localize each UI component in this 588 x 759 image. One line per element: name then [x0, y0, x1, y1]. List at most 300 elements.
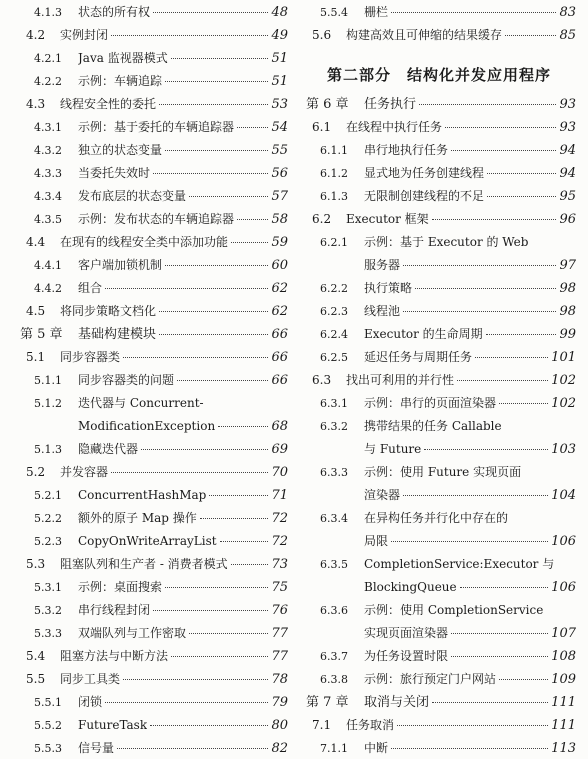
section-number: 6.3: [312, 373, 332, 387]
section-title: 构建高效且可伸缩的结果缓存: [346, 28, 503, 42]
toc-entry[interactable]: [302, 276, 576, 299]
toc-entry[interactable]: [302, 414, 576, 437]
section-title: 在异构任务并行化中存在的: [364, 511, 509, 525]
toc-entry[interactable]: [16, 575, 288, 598]
toc-entry-continuation[interactable]: [302, 253, 576, 276]
page-number: 82: [271, 741, 288, 756]
toc-entry[interactable]: [302, 552, 576, 575]
section-title: CopyOnWriteArrayList: [78, 534, 217, 548]
section-number: 6.2.5: [320, 351, 348, 364]
chapter-entry[interactable]: [302, 92, 576, 115]
page-number: 103: [551, 442, 576, 457]
section-title: 执行策略: [364, 281, 413, 295]
page-number: 53: [271, 97, 288, 112]
toc-entry[interactable]: [16, 69, 288, 92]
section-title: 信号量: [78, 741, 115, 755]
dot-leader: [237, 127, 268, 128]
page-number: 108: [551, 649, 576, 664]
section-number: 6.2.2: [320, 282, 348, 295]
dot-leader: [487, 173, 556, 174]
toc-entry[interactable]: [302, 299, 576, 322]
section-title: 无限制创建线程的不足: [364, 189, 485, 203]
page-number: 99: [559, 327, 576, 342]
section-number: 5.3: [26, 557, 46, 571]
dot-leader: [451, 633, 548, 634]
section-title: 同步工具类: [60, 672, 121, 686]
section-number: 4.3.3: [34, 167, 62, 180]
dot-leader: [432, 702, 548, 703]
dot-leader: [220, 541, 269, 542]
page-number: 58: [271, 212, 288, 227]
section-title: 实例封闭: [60, 28, 109, 42]
toc-entry[interactable]: [16, 529, 288, 552]
dot-leader: [424, 449, 548, 450]
section-title: 实现页面渲染器: [364, 626, 449, 640]
dot-leader: [403, 495, 548, 496]
section-title: 栅栏: [364, 5, 389, 19]
page-number: 78: [271, 672, 288, 687]
page-number: 80: [271, 718, 288, 733]
section-title: 找出可利用的并行性: [346, 373, 455, 387]
toc-entry[interactable]: [16, 667, 288, 690]
page-number: 68: [271, 419, 288, 434]
section-number: 6.3.6: [320, 604, 348, 617]
section-title: 线程安全性的委托: [60, 97, 157, 111]
section-number: 4.3: [26, 97, 46, 111]
toc-entry[interactable]: [16, 690, 288, 713]
section-number: 5.5.4: [320, 6, 348, 19]
dot-leader: [487, 196, 556, 197]
page-number: 109: [551, 672, 576, 687]
page-number: 51: [271, 74, 288, 89]
toc-entry[interactable]: [302, 736, 576, 759]
section-number: 6.1.3: [320, 190, 348, 203]
section-title: 状态的所有权: [78, 5, 151, 19]
section-title: 串行地执行任务: [364, 143, 449, 157]
section-title: 同步容器类: [60, 350, 121, 364]
section-number: 4.3.5: [34, 213, 62, 226]
page-number: 66: [271, 327, 288, 342]
toc-entry[interactable]: [302, 460, 576, 483]
dot-leader: [141, 449, 268, 450]
section-title: 同步容器类的问题: [78, 373, 175, 387]
section-title: FutureTask: [78, 718, 148, 732]
section-title: ModificationException: [78, 419, 216, 433]
page-number: 51: [271, 51, 288, 66]
page-number: 98: [559, 281, 576, 296]
section-title: 阻塞队列和生产者 - 消费者模式: [60, 557, 228, 571]
toc-entry-continuation[interactable]: [302, 437, 576, 460]
page-number: 94: [559, 143, 576, 158]
section-number: 6.2.3: [320, 305, 348, 318]
toc-entry[interactable]: [16, 552, 288, 575]
toc-entry[interactable]: [302, 207, 576, 230]
page-number: 85: [559, 28, 576, 43]
dot-leader: [231, 564, 269, 565]
section-number: 5.2: [26, 465, 46, 479]
dot-leader: [457, 380, 548, 381]
page-number: 102: [551, 396, 576, 411]
section-number: 第 7 章: [306, 695, 349, 710]
toc-entry[interactable]: [302, 506, 576, 529]
toc-entry-continuation[interactable]: [16, 414, 288, 437]
section-number: 6.2.1: [320, 236, 348, 249]
toc-entry[interactable]: [302, 23, 576, 46]
section-number: 4.4: [26, 235, 46, 249]
section-number: 5.5.3: [34, 742, 62, 755]
section-title: 示例：旅行预定门户网站: [364, 672, 497, 686]
section-title: Java 监视器模式: [78, 51, 168, 65]
dot-leader: [200, 518, 269, 519]
section-number: 5.1.3: [34, 443, 62, 456]
section-title: 在现有的线程安全类中添加功能: [60, 235, 229, 249]
section-number: 5.4: [26, 649, 46, 663]
section-number: 6.1.1: [320, 144, 348, 157]
dot-leader: [150, 725, 268, 726]
section-title: ConcurrentHashMap: [78, 488, 207, 502]
section-title: BlockingQueue: [364, 580, 457, 594]
section-title: 取消与关闭: [364, 695, 430, 710]
section-number: 5.3.1: [34, 581, 62, 594]
toc-entry[interactable]: [16, 23, 288, 46]
page-number: 94: [559, 166, 576, 181]
section-number: 6.1.2: [320, 167, 348, 180]
page-number: 111: [551, 695, 576, 710]
dot-leader: [111, 35, 268, 36]
section-number: 4.4.1: [34, 259, 62, 272]
section-number: 6.2.4: [320, 328, 348, 341]
toc-entry[interactable]: [16, 391, 288, 414]
section-title: 并发容器: [60, 465, 109, 479]
toc-entry[interactable]: [16, 713, 288, 736]
section-title: 在线程中执行任务: [346, 120, 443, 134]
dot-leader: [218, 426, 268, 427]
page-number: 49: [271, 28, 288, 43]
toc-entry[interactable]: [16, 207, 288, 230]
page-number: 72: [271, 511, 288, 526]
page-number: 57: [271, 189, 288, 204]
toc-entry[interactable]: [302, 713, 576, 736]
page-number: 48: [271, 5, 288, 20]
section-spacer: [302, 46, 576, 58]
section-title: 迭代器与 Concurrent-: [78, 396, 204, 410]
section-title: 延迟任务与周期任务: [364, 350, 473, 364]
toc-entry[interactable]: [302, 322, 576, 345]
section-title: 基础构建模块: [78, 327, 157, 342]
page-number: 77: [271, 649, 288, 664]
page-number: 111: [551, 718, 576, 733]
dot-leader: [415, 288, 556, 289]
page-number: 77: [271, 626, 288, 641]
page-number: 55: [271, 143, 288, 158]
section-title: 示例：桌面搜索: [78, 580, 163, 594]
page-number: 104: [551, 488, 576, 503]
section-number: 5.2.3: [34, 535, 62, 548]
toc-entry[interactable]: [16, 138, 288, 161]
page-number: 69: [271, 442, 288, 457]
dot-leader: [111, 472, 268, 473]
page-number: 107: [551, 626, 576, 641]
section-number: 4.4.2: [34, 282, 62, 295]
dot-leader: [505, 35, 556, 36]
dot-leader: [403, 265, 556, 266]
dot-leader: [391, 12, 556, 13]
toc-entry[interactable]: [16, 184, 288, 207]
section-title: 显式地为任务创建线程: [364, 166, 485, 180]
section-title: 独立的状态变量: [78, 143, 163, 157]
dot-leader: [165, 265, 268, 266]
page-number: 76: [271, 603, 288, 618]
section-title: 与 Future: [364, 442, 422, 456]
section-title: 隐藏迭代器: [78, 442, 139, 456]
section-number: 5.2.1: [34, 489, 62, 502]
page-number: 75: [271, 580, 288, 595]
section-number: 5.2.2: [34, 512, 62, 525]
toc-entry[interactable]: [302, 345, 576, 368]
page-number: 93: [559, 97, 576, 112]
page-number: 106: [551, 580, 576, 595]
section-number: 4.2.1: [34, 52, 62, 65]
section-number: 6.3.2: [320, 420, 348, 433]
toc-entry[interactable]: [302, 115, 576, 138]
page-number: 66: [271, 373, 288, 388]
dot-leader: [177, 380, 268, 381]
section-title: 任务执行: [364, 97, 417, 112]
toc-entry[interactable]: [16, 46, 288, 69]
dot-leader: [159, 104, 268, 105]
section-title: 示例：使用 Future 实现页面: [364, 465, 522, 479]
section-title: 闭锁: [78, 695, 103, 709]
toc-entry[interactable]: [16, 437, 288, 460]
toc-left-column: [16, 0, 288, 759]
chapter-entry[interactable]: [16, 322, 288, 345]
toc-entry[interactable]: [302, 138, 576, 161]
toc-entry-continuation[interactable]: [302, 621, 576, 644]
dot-leader: [432, 219, 557, 220]
toc-entry-continuation[interactable]: [302, 529, 576, 552]
toc-entry[interactable]: [302, 0, 576, 23]
section-title: 阻塞方法与中断方法: [60, 649, 169, 663]
dot-leader: [231, 242, 268, 243]
dot-leader: [460, 587, 549, 588]
section-number: 4.2: [26, 28, 46, 42]
section-title: 额外的原子 Map 操作: [78, 511, 197, 525]
section-number: 4.1.3: [34, 6, 62, 19]
section-title: 示例：使用 CompletionService: [364, 603, 544, 617]
section-number: 4.5: [26, 304, 46, 318]
section-title: 为任务设置时限: [364, 649, 449, 663]
toc-entry[interactable]: [16, 598, 288, 621]
toc-entry[interactable]: [16, 230, 288, 253]
toc-entry[interactable]: [16, 368, 288, 391]
page-number: 70: [271, 465, 288, 480]
toc-entry[interactable]: [302, 184, 576, 207]
toc-entry[interactable]: [302, 230, 576, 253]
page-number: 95: [559, 189, 576, 204]
dot-leader: [499, 403, 548, 404]
toc-entry[interactable]: [302, 161, 576, 184]
page-number: 59: [271, 235, 288, 250]
section-number: 4.3.1: [34, 121, 62, 134]
dot-leader: [165, 587, 268, 588]
section-title: CompletionService:Executor 与: [364, 557, 555, 571]
toc-entry[interactable]: [302, 391, 576, 414]
section-number: 6.3.8: [320, 673, 348, 686]
section-number: 5.5.2: [34, 719, 62, 732]
dot-leader: [397, 725, 548, 726]
section-title: 示例：车辆追踪: [78, 74, 163, 88]
page-number: 83: [559, 5, 576, 20]
dot-leader: [445, 127, 556, 128]
dot-leader: [159, 334, 268, 335]
page-number: 62: [271, 281, 288, 296]
toc-entry[interactable]: [16, 161, 288, 184]
section-number: 4.2.2: [34, 75, 62, 88]
toc-entry-continuation[interactable]: [302, 575, 576, 598]
section-number: 5.5.1: [34, 696, 62, 709]
section-number: 5.1: [26, 350, 46, 364]
dot-leader: [419, 104, 556, 105]
toc-entry[interactable]: [302, 368, 576, 391]
section-number: 4.3.4: [34, 190, 62, 203]
dot-leader: [391, 748, 548, 749]
section-title: Executor 框架: [346, 212, 429, 226]
toc-entry[interactable]: [16, 345, 288, 368]
toc-entry[interactable]: [16, 115, 288, 138]
section-number: 5.3.2: [34, 604, 62, 617]
dot-leader: [165, 81, 268, 82]
section-title: 任务取消: [346, 718, 395, 732]
dot-leader: [486, 334, 557, 335]
dot-leader: [475, 357, 548, 358]
toc-entry[interactable]: [16, 506, 288, 529]
dot-leader: [165, 150, 268, 151]
page-number: 66: [271, 350, 288, 365]
dot-leader: [123, 357, 268, 358]
dot-leader: [105, 702, 268, 703]
dot-leader: [159, 311, 268, 312]
section-title: 服务器: [364, 258, 401, 272]
dot-leader: [117, 748, 268, 749]
toc-entry[interactable]: [16, 621, 288, 644]
section-number: 6.3.7: [320, 650, 348, 663]
section-title: 渲染器: [364, 488, 401, 502]
section-title: 示例：发布状态的车辆追踪器: [78, 212, 235, 226]
section-title: 中断: [364, 741, 389, 755]
toc-entry[interactable]: [16, 0, 288, 23]
section-title: 局限: [364, 534, 389, 548]
section-number: 6.3.1: [320, 397, 348, 410]
section-number: 5.6: [312, 28, 332, 42]
section-title: 当委托失效时: [78, 166, 151, 180]
page-number: 60: [271, 258, 288, 273]
page-number: 54: [271, 120, 288, 135]
section-number: 5.1.2: [34, 397, 62, 410]
dot-leader: [153, 173, 268, 174]
section-title: 线程池: [364, 304, 401, 318]
dot-leader: [123, 679, 268, 680]
toc-entry-continuation[interactable]: [302, 483, 576, 506]
section-number: 6.3.4: [320, 512, 348, 525]
page-number: 102: [551, 373, 576, 388]
section-title: 携带结果的任务 Callable: [364, 419, 502, 433]
section-title: 将同步策略文档化: [60, 304, 157, 318]
section-title: 示例：基于 Executor 的 Web: [364, 235, 529, 249]
dot-leader: [391, 541, 548, 542]
toc-entry[interactable]: [16, 299, 288, 322]
dot-leader: [403, 311, 556, 312]
page-number: 96: [559, 212, 576, 227]
section-number: 5.1.1: [34, 374, 62, 387]
dot-leader: [105, 288, 268, 289]
section-number: 7.1: [312, 718, 332, 732]
page-number: 62: [271, 304, 288, 319]
page-number: 97: [559, 258, 576, 273]
chapter-entry[interactable]: [302, 690, 576, 713]
section-number: 6.3.3: [320, 466, 348, 479]
section-title: 双端队列与工作密取: [78, 626, 187, 640]
page-number: 98: [559, 304, 576, 319]
toc-entry[interactable]: [16, 644, 288, 667]
toc-entry[interactable]: [16, 460, 288, 483]
page-number: 93: [559, 120, 576, 135]
part-heading: 第二部分 结构化并发应用程序: [326, 66, 551, 84]
dot-leader: [451, 656, 548, 657]
section-number: 5.3.3: [34, 627, 62, 640]
page-number: 56: [271, 166, 288, 181]
toc-entry[interactable]: [16, 253, 288, 276]
section-title: Executor 的生命周期: [364, 327, 483, 341]
dot-leader: [189, 196, 268, 197]
section-title: 客户端加锁机制: [78, 258, 163, 272]
toc-entry[interactable]: [16, 92, 288, 115]
dot-leader: [189, 633, 268, 634]
dot-leader: [171, 58, 269, 59]
section-title: 发布底层的状态变量: [78, 189, 187, 203]
toc-entry[interactable]: [16, 736, 288, 759]
section-number: 6.3.5: [320, 558, 348, 571]
page-number: 113: [551, 741, 576, 756]
toc-right-column: [302, 0, 576, 759]
toc-entry[interactable]: [16, 276, 288, 299]
section-title: 组合: [78, 281, 103, 295]
page-number: 101: [551, 350, 576, 365]
toc-entry[interactable]: [302, 667, 576, 690]
section-number: 7.1.1: [320, 742, 348, 755]
page-number: 106: [551, 534, 576, 549]
section-title: 串行线程封闭: [78, 603, 151, 617]
toc-entry[interactable]: [16, 483, 288, 506]
section-number: 第 5 章: [20, 327, 63, 342]
dot-leader: [237, 219, 268, 220]
section-number: 6.2: [312, 212, 332, 226]
dot-leader: [153, 610, 268, 611]
page-number: 72: [271, 534, 288, 549]
section-number: 第 6 章: [306, 97, 349, 112]
dot-leader: [499, 679, 548, 680]
section-title: 示例：串行的页面渲染器: [364, 396, 497, 410]
dot-leader: [209, 495, 268, 496]
page-number: 79: [271, 695, 288, 710]
toc-entry[interactable]: [302, 644, 576, 667]
section-number: 6.1: [312, 120, 332, 134]
section-number: 4.3.2: [34, 144, 62, 157]
section-number: 5.5: [26, 672, 46, 686]
dot-leader: [153, 12, 268, 13]
section-title: 示例：基于委托的车辆追踪器: [78, 120, 235, 134]
toc-entry[interactable]: [302, 598, 576, 621]
dot-leader: [451, 150, 556, 151]
